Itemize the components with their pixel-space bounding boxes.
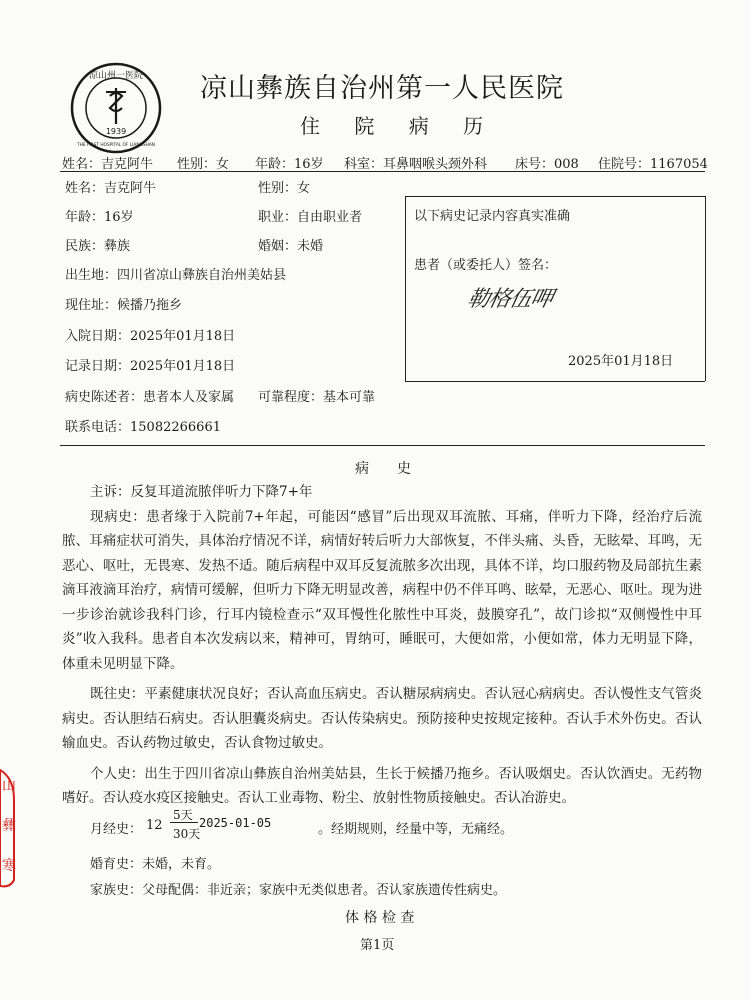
attestation-box-bottom (405, 381, 705, 382)
chief-complaint: 主诉：反复耳道流脓伴听力下降7+年 (90, 484, 313, 500)
last-period-date: 2025-01-05 (199, 816, 272, 830)
logo-ring-text: 凉山州一医院 (88, 71, 144, 81)
patient-address: 现住址：候播乃拖乡 (65, 298, 183, 313)
logo-english: THE FIRST HOSPITAL OF LIANGSHAN (76, 143, 156, 148)
info-gender: 性别：女 (177, 157, 230, 172)
patient-phone: 联系电话：15082266661 (65, 420, 221, 435)
attestation-box-right (705, 196, 706, 381)
personal-history: 个人史：出生于四川省凉山彝族自治州美姑县，生长于候播乃拖乡。否认吸烟史。否认饮酒史。无药物嗜好。否认疫水疫区接触史。否认工业毒物、粉尘、放射性物质接触史。否认冶游史。 (62, 765, 702, 806)
attestation-date: 2025年01月18日 (568, 354, 674, 369)
info-age: 年龄：16岁 (255, 157, 324, 172)
logo-year: 1939 (105, 127, 127, 136)
patient-occupation: 职业：自由职业者 (258, 210, 363, 225)
period-duration: 5天 (173, 808, 193, 822)
svg-text:山: 山 (2, 778, 16, 794)
info-name: 姓名：吉克阿牛 (62, 157, 154, 172)
menarche-age: 12 (146, 818, 163, 833)
exam-heading: 体 格 检 查 (345, 910, 415, 926)
info-bar-divider (60, 171, 705, 172)
menstrual-remark: 。经期规则，经量中等，无痛经。 (318, 822, 514, 837)
patient-age: 年龄：16岁 (65, 210, 134, 225)
hospital-name: 凉山彝族自治州第一人民医院 (200, 73, 564, 104)
section-divider (60, 445, 705, 446)
present-illness: 现病史：患者缘于入院前7+年起，可能因“感冒”后出现双耳流脓、耳痛，伴听力下降，经治疗后流脓、耳痛症状可消失，具体治疗情况不详，病情好转后听力大部恢复，不伴头痛、头昏，无眩晕、耳鸣，无恶心、呕吐，无畏寒、发热不适。随后病程中双耳反复流脓多次出现，具体不详，均口服药物及局部抗生素滴耳液滴耳治疗，病情可缓解，但听力下降无明显改善，病程中仍不伴耳鸣、眩晕，无恶心、呕吐。现为进一步诊治就诊我科门诊，行耳内镜检查示“双耳慢性化脓性中耳炎，鼓膜穿孔”，故门诊拟“双侧慢性中耳炎”收入我科。患者自本次发病以来，精神可，胃纳可，睡眠可，大便如常，小便如常，体力无明显下降，体重未见明显下降。 (62, 508, 702, 672)
past-history: 既往史：平素健康状况良好；否认高血压病史。否认糖尿病病史。否认冠心病病史。否认慢性支气管炎病史。否认胆结石病史。否认胆囊炎病史。否认传染病史。预防接种史按规定接种。否认手术外伤史。否认输血史。否认药物过敏史，否认食物过敏史。 (62, 686, 702, 751)
attestation-box-top (405, 196, 705, 197)
patient-gender: 性别：女 (258, 181, 311, 196)
patient-marital: 婚姻：未婚 (258, 239, 324, 254)
period-cycle: 30天 (173, 827, 201, 841)
patient-name: 姓名：吉克阿牛 (65, 181, 157, 196)
menstrual-label: 月经史： (90, 822, 143, 837)
hospital-seal-logo-icon (70, 62, 162, 154)
signature-label: 患者（或委托人）签名： (414, 258, 558, 273)
attestation-statement: 以下病史记录内容真实准确 (414, 209, 571, 224)
attestation-box-left (405, 196, 406, 381)
history-narrator: 病史陈述者：患者本人及家属 (65, 390, 235, 405)
info-admission-no: 住院号：1167054 (598, 157, 708, 172)
patient-birthplace: 出生地：四川省凉山彝族自治州美姑县 (65, 268, 287, 283)
marital-history: 婚育史：未婚，未育。 (90, 857, 221, 872)
history-body (62, 480, 702, 811)
menstrual-fraction-bar (170, 822, 198, 823)
document-title: 住 院 病 历 (300, 114, 498, 138)
svg-text:彝: 彝 (2, 818, 16, 834)
family-history: 家族史：父母配偶：非近亲；家族中无类似患者。否认家族遗传性病史。 (90, 883, 507, 898)
patient-ethnicity: 民族：彝族 (65, 239, 131, 254)
info-bed: 床号：008 (515, 157, 579, 172)
info-department: 科室：耳鼻咽喉头颈外科 (344, 157, 488, 172)
svg-text:寒: 寒 (2, 858, 16, 874)
admission-date: 入院日期：2025年01月18日 (65, 329, 236, 344)
page-number: 第1页 (360, 938, 395, 953)
red-stamp-fragment (0, 760, 22, 890)
history-reliability: 可靠程度：基本可靠 (258, 390, 376, 405)
history-heading: 病 史 (355, 461, 411, 477)
record-date: 记录日期：2025年01月18日 (65, 359, 236, 374)
patient-signature: 勒格伍呷 (464, 287, 555, 312)
